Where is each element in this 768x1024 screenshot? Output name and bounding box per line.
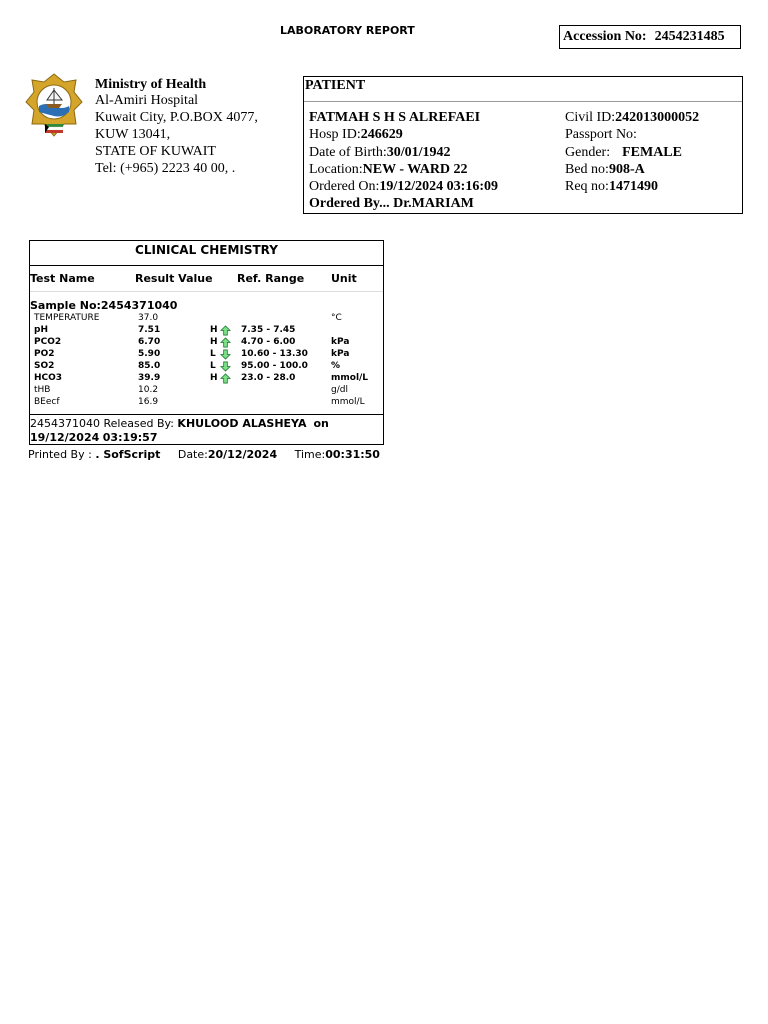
arrow-down-icon <box>220 361 231 372</box>
patient-box <box>303 76 743 214</box>
unit: kPa <box>331 337 350 347</box>
test-name: TEMPERATURE <box>34 313 100 323</box>
test-name: PO2 <box>34 349 55 359</box>
dob-label: Date of Birth: <box>309 145 387 160</box>
unit: kPa <box>331 349 350 359</box>
hospital-tel: Tel: (+965) 2223 40 00, . <box>95 161 236 176</box>
col-ref-range: Ref. Range <box>237 272 305 285</box>
result-flag: L <box>210 361 216 371</box>
ordered-on-value: 19/12/2024 03:16:09 <box>379 179 498 194</box>
released-by-line <box>30 417 382 445</box>
sample-number <box>30 299 177 312</box>
location-field <box>309 162 468 178</box>
location-value: NEW - WARD 22 <box>362 162 468 177</box>
col-result-value: Result Value <box>135 272 213 285</box>
test-name: tHB <box>34 385 51 395</box>
unit: % <box>331 361 341 371</box>
unit: °C <box>331 313 342 323</box>
released-on-date: 19/12/2024 <box>30 431 100 444</box>
result-value: 85.0 <box>138 361 161 371</box>
printed-date-value: 20/12/2024 <box>207 448 278 461</box>
table-row <box>30 384 383 396</box>
unit: g/dl <box>331 385 348 395</box>
hosp-id-field <box>309 127 403 143</box>
ministry-name: Ministry of Health <box>95 77 207 92</box>
printed-by-label: Printed By : <box>28 448 92 461</box>
test-name: BEecf <box>34 397 60 407</box>
released-sample: 2454371040 <box>30 417 100 430</box>
chemistry-title: CLINICAL CHEMISTRY <box>30 241 383 266</box>
accession-box <box>559 25 741 49</box>
released-label: Released By: <box>103 417 174 430</box>
col-test-name: Test Name <box>30 272 95 285</box>
unit: mmol/L <box>331 397 365 407</box>
gender-field <box>565 145 682 161</box>
bed-label: Bed no: <box>565 162 609 177</box>
req-field <box>565 179 658 195</box>
result-value: 10.2 <box>138 385 159 395</box>
accession-number: 2454231485 <box>654 29 725 44</box>
printed-date-label: Date: <box>177 448 208 461</box>
ordered-on-label: Ordered On: <box>309 179 380 194</box>
table-row <box>30 348 383 360</box>
printed-by-value: . SofScript <box>95 448 161 461</box>
hospital-address-1: Kuwait City, P.O.BOX 4077, <box>95 110 258 125</box>
bed-value: 908-A <box>608 162 645 177</box>
kuwait-emblem-icon <box>24 72 84 140</box>
req-label: Req no: <box>565 179 609 194</box>
unit: mmol/L <box>331 373 369 383</box>
col-unit: Unit <box>331 272 357 285</box>
result-value: 5.90 <box>138 349 161 359</box>
printed-time-label: Time: <box>294 448 326 461</box>
released-divider <box>30 414 383 415</box>
arrow-up-icon <box>220 325 231 336</box>
ordered-on-field <box>309 179 498 195</box>
arrow-up-icon <box>220 337 231 348</box>
hospital-address-3: STATE OF KUWAIT <box>95 144 216 159</box>
test-name: HCO3 <box>34 373 63 383</box>
bed-field <box>565 162 645 178</box>
ordered-by-value: Dr.MARIAM <box>393 196 474 211</box>
passport-field <box>565 127 637 143</box>
test-name: PCO2 <box>34 337 62 347</box>
result-value: 6.70 <box>138 337 161 347</box>
result-value: 7.51 <box>138 325 161 335</box>
table-row <box>30 396 383 408</box>
printed-line <box>28 448 380 461</box>
hospital-address-2: KUW 13041, <box>95 127 171 142</box>
sample-label: Sample No: <box>30 299 101 312</box>
hosp-id-label: Hosp ID: <box>309 127 361 142</box>
arrow-up-icon <box>220 373 231 384</box>
sample-value: 2454371040 <box>100 299 178 312</box>
result-flag: L <box>210 349 216 359</box>
civil-id-value: 242013000052 <box>615 110 700 125</box>
released-on-label: on <box>313 417 329 430</box>
released-by-name: KHULOOD ALASHEYA <box>177 417 307 430</box>
ref-range: 7.35 - 7.45 <box>241 325 296 335</box>
ref-range: 4.70 - 6.00 <box>241 337 296 347</box>
result-flag: H <box>210 337 218 347</box>
passport-label: Passport No: <box>565 127 637 142</box>
ordered-by-field <box>309 196 474 212</box>
table-row <box>30 324 383 336</box>
table-row <box>30 360 383 372</box>
gender-value: FEMALE <box>622 145 682 160</box>
column-header-divider <box>30 291 383 292</box>
patient-header: PATIENT <box>304 77 742 102</box>
dob-value: 30/01/1942 <box>386 145 451 160</box>
printed-time-value: 00:31:50 <box>325 448 380 461</box>
ref-range: 95.00 - 100.0 <box>241 361 308 371</box>
result-value: 39.9 <box>138 373 161 383</box>
civil-id-label: Civil ID: <box>565 110 616 125</box>
ordered-by-label: Ordered By... <box>309 196 390 211</box>
hosp-id-value: 246629 <box>360 127 403 142</box>
patient-name: FATMAH S H S ALREFAEI <box>309 110 481 125</box>
accession-label: Accession No: <box>563 29 647 44</box>
released-on-time: 03:19:57 <box>102 431 158 444</box>
table-row <box>30 312 383 324</box>
result-flag: H <box>210 325 218 335</box>
req-value: 1471490 <box>608 179 658 194</box>
civil-id-field <box>565 110 699 126</box>
hospital-name: Al-Amiri Hospital <box>95 93 199 108</box>
table-row <box>30 336 383 348</box>
result-value: 16.9 <box>138 397 159 407</box>
test-name: pH <box>34 325 48 335</box>
gender-label: Gender: <box>565 145 611 160</box>
arrow-down-icon <box>220 349 231 360</box>
ref-range: 10.60 - 13.30 <box>241 349 308 359</box>
clinical-chemistry-box <box>29 240 384 445</box>
result-flag: H <box>210 373 218 383</box>
location-label: Location: <box>309 162 363 177</box>
result-value: 37.0 <box>138 313 159 323</box>
report-title: LABORATORY REPORT <box>280 24 415 37</box>
table-row <box>30 372 383 384</box>
dob-field <box>309 145 451 161</box>
test-name: SO2 <box>34 361 55 371</box>
ref-range: 23.0 - 28.0 <box>241 373 296 383</box>
